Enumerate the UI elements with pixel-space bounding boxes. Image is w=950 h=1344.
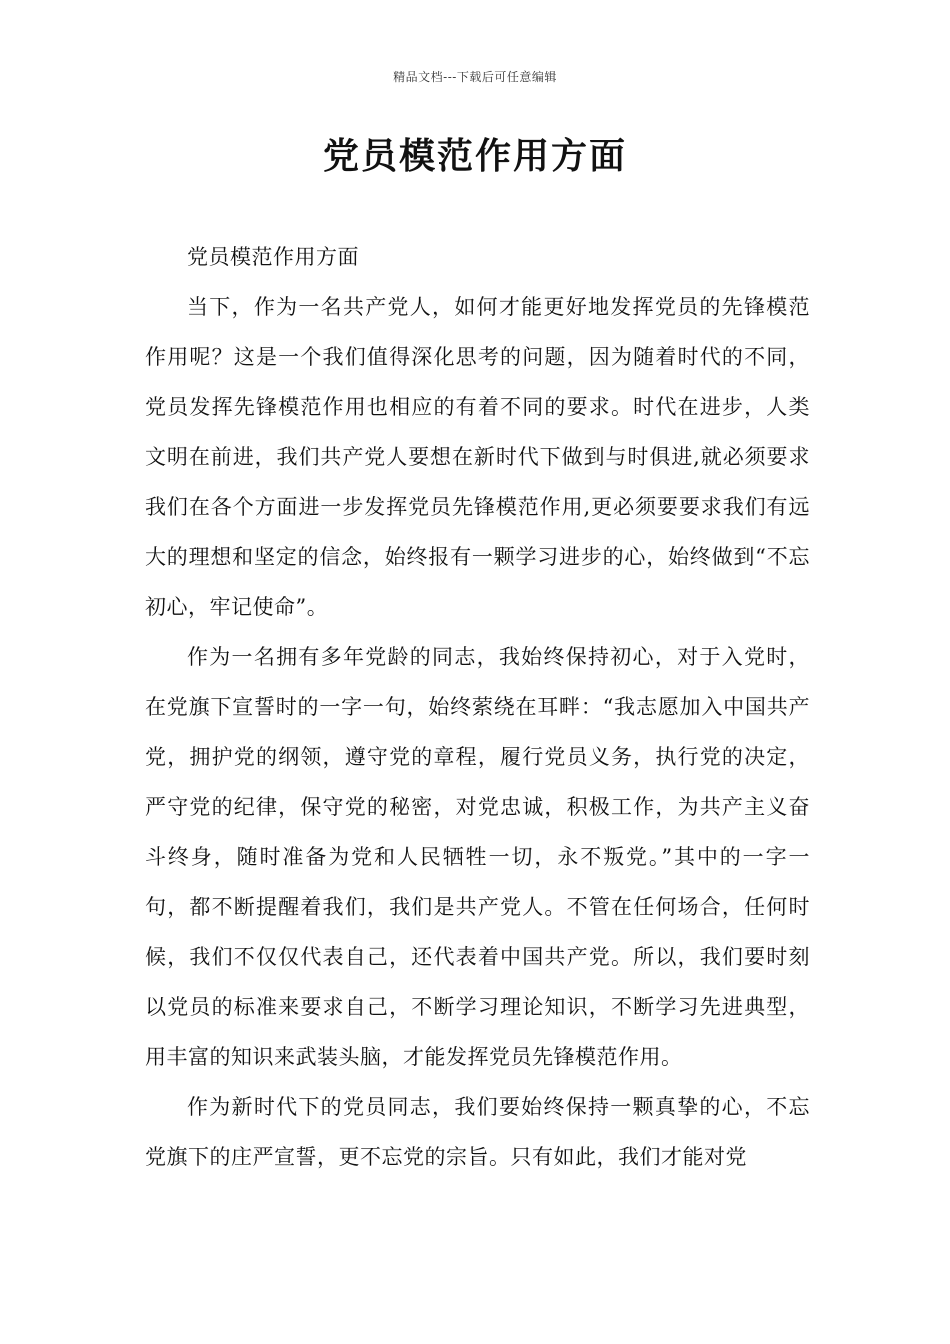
- paragraph: 当下，作为一名共产党人，如何才能更好地发挥党员的先锋模范作用呢？这是一个我们值得深化思考的问题，因为随着时代的不同，党员发挥先锋模范作用也相应的有着不同的要求。时代在进步，人类文明在前进，我们共产党人要想在新时代下做到与时俱进,就必须要求我们在各个方面进一步发挥党员先锋模范作用,更必须要要求我们有远大的理想和坚定的信念，始终报有一颗学习进步的心，始终做到“不忘初心，牢记使命”。: [145, 295, 810, 619]
- paragraph: 作为一名拥有多年党龄的同志，我始终保持初心，对于入党时，在党旗下宣誓时的一字一句，始终萦绕在耳畔：“我志愿加入中国共产党，拥护党的纲领，遵守党的章程，履行党员义务，执行党的决定，严守党的纪律，保守党的秘密，对党忠诚，积极工作，为共产主义奋斗终身，随时准备为党和人民牺牲一切，永不叛党。”其中的一字一句，都不断提醒着我们，我们是共产党人。不管在任何场合，任何时候，我们不仅仅代表自己，还代表着中国共产党。所以，我们要时刻以党员的标准来要求自己，不断学习理论知识，不断学习先进典型，用丰富的知识来武装头脑，才能发挥党员先锋模范作用。: [145, 645, 810, 1069]
- document-body: [145, 232, 810, 1182]
- paragraph-subtitle: 党员模范作用方面: [187, 245, 359, 269]
- document-title: 党员模范作用方面: [322, 136, 627, 177]
- paragraph: 作为新时代下的党员同志，我们要始终保持一颗真挚的心，不忘党旗下的庄严宣誓，更不忘党的宗旨。只有如此，我们才能对党: [145, 1095, 810, 1169]
- header-note: 精品文档---下载后可任意编辑: [393, 70, 557, 84]
